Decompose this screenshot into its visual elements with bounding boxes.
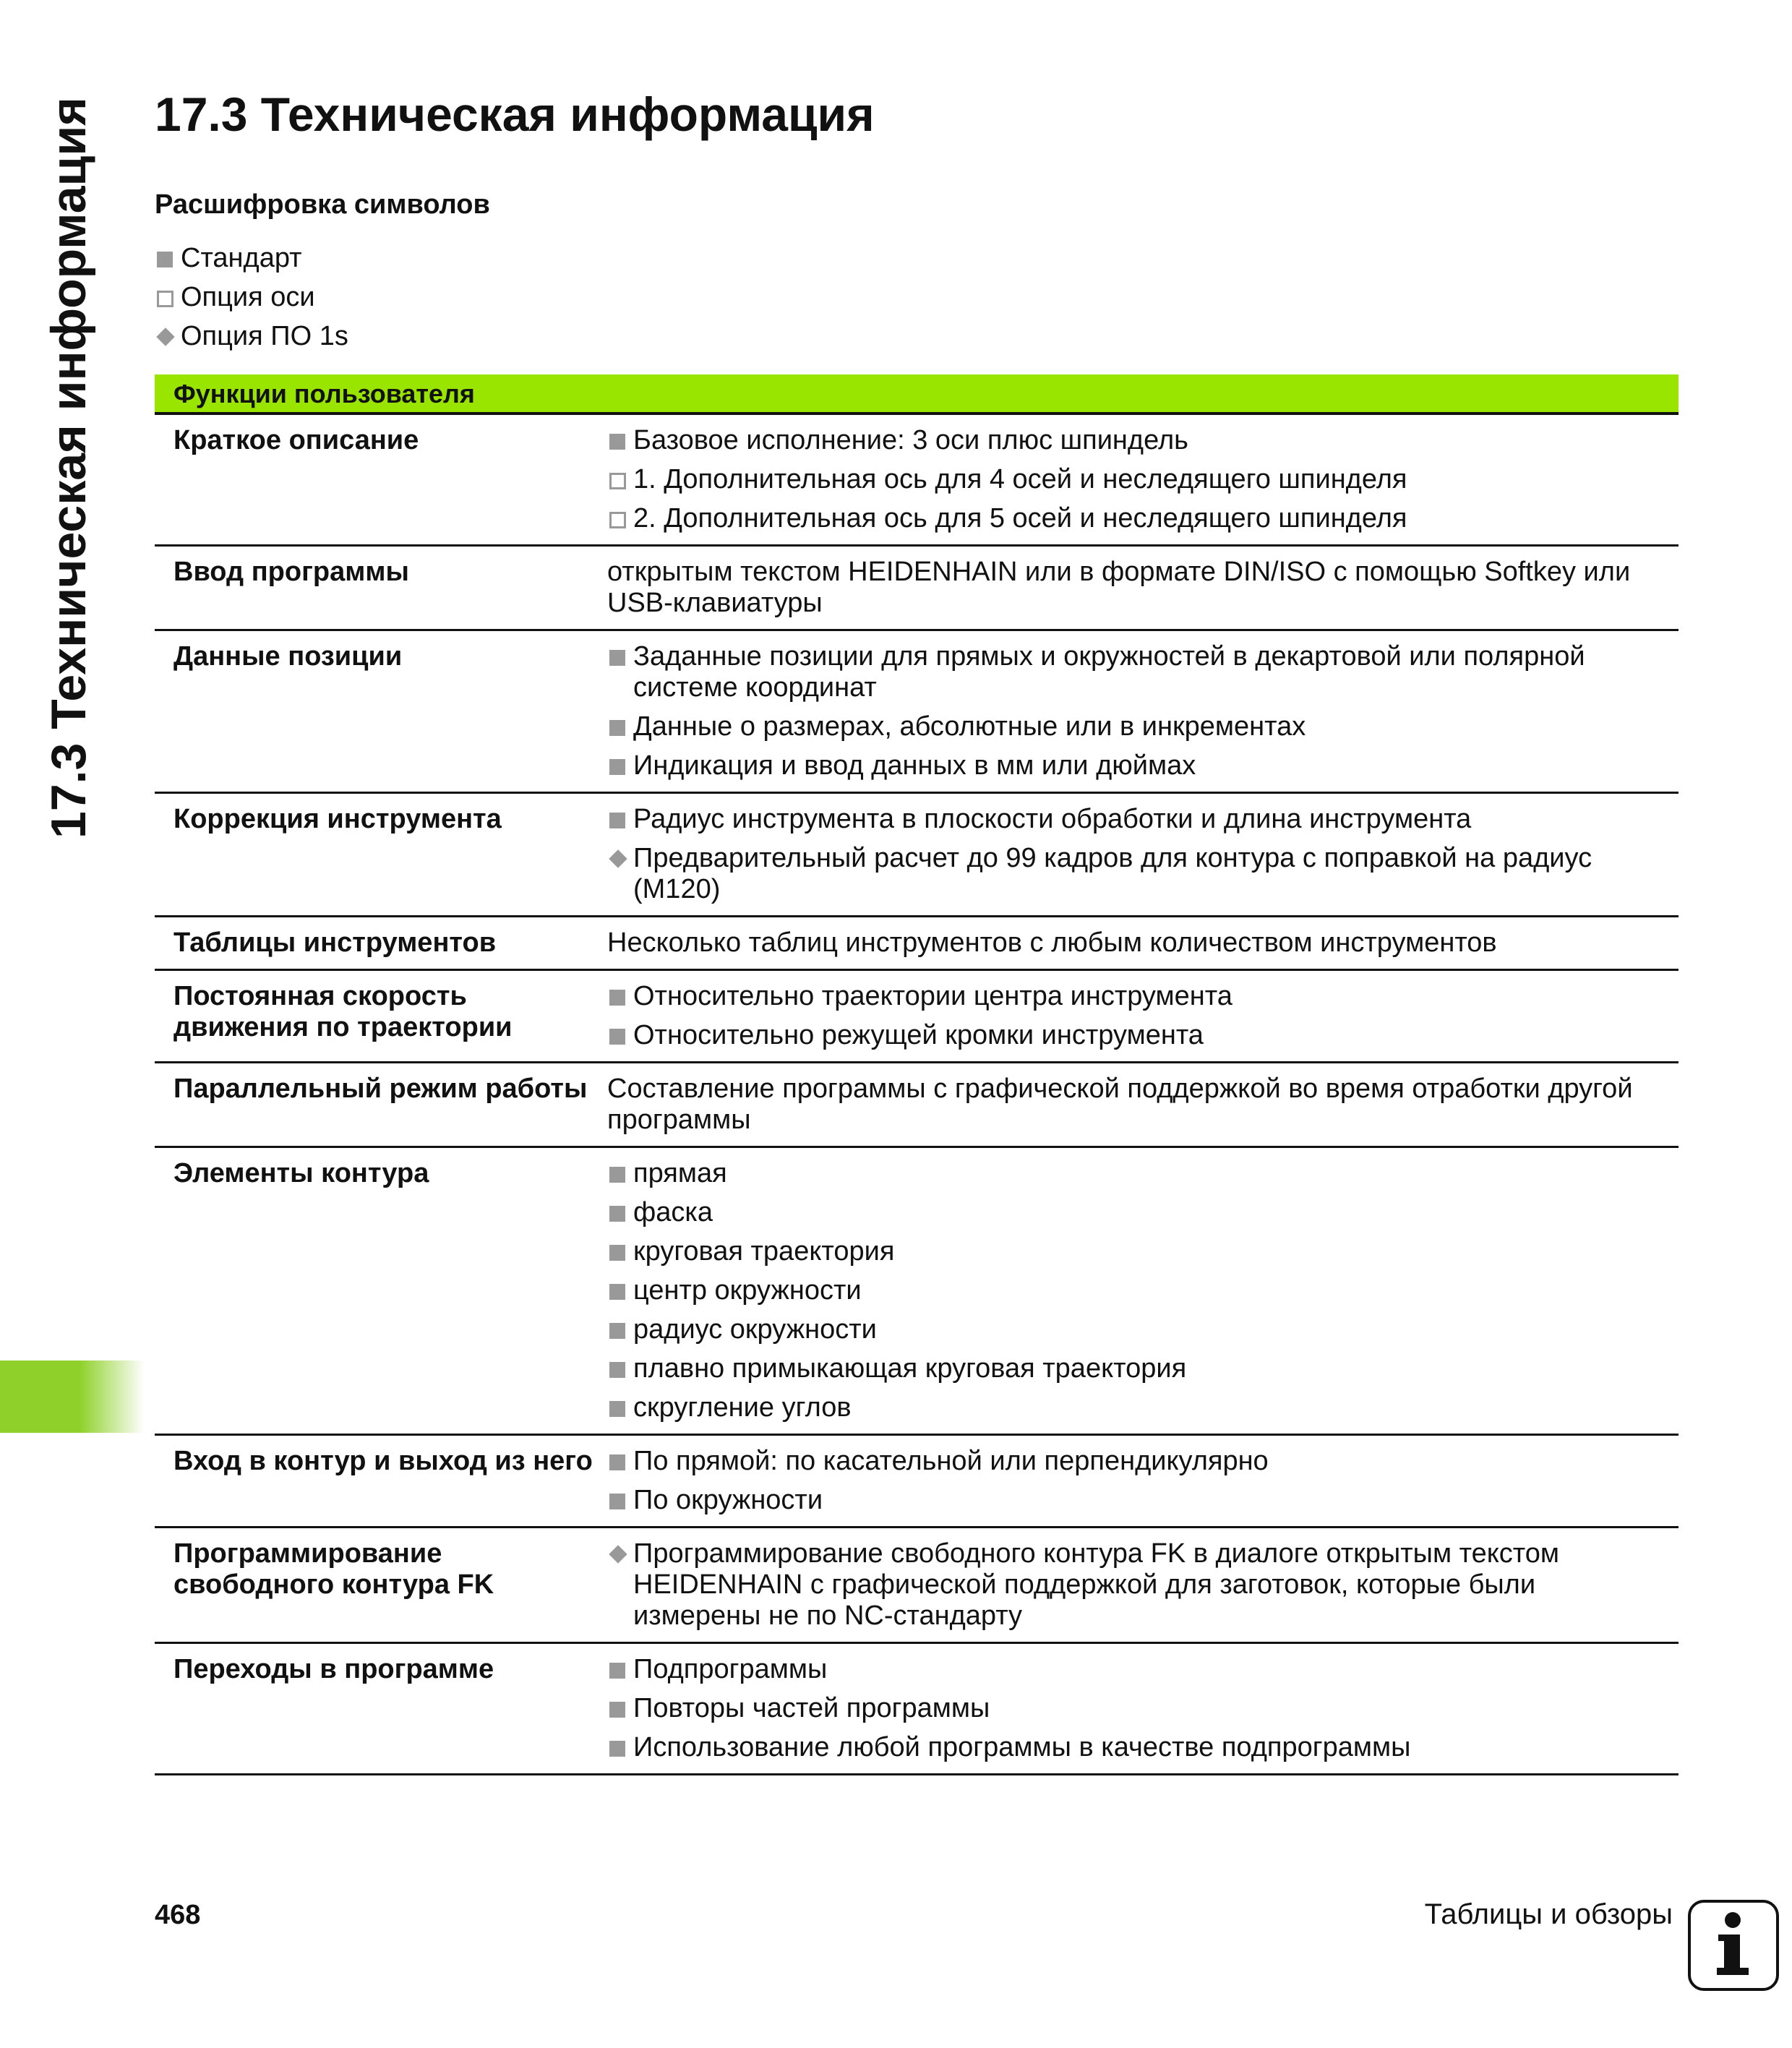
- row-label: Элементы контура: [173, 1158, 429, 1188]
- list-item: [607, 1654, 1664, 1685]
- diamond-icon: [607, 843, 633, 874]
- filled-square-icon: [607, 641, 633, 672]
- row-label: Параллельный режим работы: [173, 1074, 588, 1104]
- list-item: [607, 1732, 1664, 1763]
- info-icon: [1688, 1900, 1779, 1991]
- table-row: [155, 1063, 1679, 1148]
- list-item: [607, 804, 1664, 835]
- row-content: [607, 1446, 1679, 1516]
- table-body: [155, 415, 1679, 1775]
- row-content: [607, 641, 1679, 781]
- filled-square-icon: [607, 711, 633, 742]
- open-square-icon: [607, 464, 633, 495]
- legend-label: Опция оси: [181, 281, 315, 312]
- list-item: [607, 750, 1664, 781]
- filled-square-icon: [607, 425, 633, 456]
- row-content: [607, 1538, 1679, 1632]
- list-item: [607, 981, 1664, 1012]
- legend-label: Стандарт: [181, 242, 302, 273]
- list-item: [607, 1353, 1664, 1384]
- filled-square-icon: [155, 243, 181, 274]
- table-row: [155, 631, 1679, 794]
- list-item: [607, 425, 1664, 456]
- list-item: [607, 1446, 1664, 1477]
- item-text: Использование любой программы в качестве подпрограммы: [633, 1732, 1411, 1762]
- filled-square-icon: [607, 1732, 633, 1763]
- item-text: радиус окружности: [633, 1314, 877, 1345]
- list-item: [607, 711, 1664, 742]
- filled-square-icon: [607, 1236, 633, 1267]
- filled-square-icon: [607, 1158, 633, 1189]
- table-row: [155, 415, 1679, 547]
- diamond-icon: [607, 1538, 633, 1569]
- row-label: Переходы в программе: [173, 1654, 494, 1684]
- legend-item-standard: [155, 239, 348, 278]
- row-content: [607, 1654, 1679, 1763]
- list-item: [607, 1197, 1664, 1228]
- open-square-icon: [607, 503, 633, 534]
- user-functions-table: [155, 374, 1679, 1775]
- row-text: Несколько таблиц инструментов с любым количеством инструментов: [607, 927, 1497, 958]
- row-text: Составление программы с графической поддержкой во время отработки другой программы: [607, 1074, 1633, 1135]
- list-item: [607, 1538, 1664, 1632]
- item-text: По окружности: [633, 1485, 823, 1515]
- list-item: [607, 1158, 1664, 1189]
- filled-square-icon: [607, 1020, 633, 1051]
- filled-square-icon: [607, 1275, 633, 1306]
- legend-title: Расшифровка символов: [155, 189, 490, 220]
- item-text: Данные о размерах, абсолютные или в инкрементах: [633, 711, 1306, 742]
- page-title: 17.3 Техническая информация: [155, 87, 875, 141]
- table-row: [155, 1436, 1679, 1528]
- row-label: Таблицы инструментов: [173, 927, 497, 958]
- item-text: плавно примыкающая круговая траектория: [633, 1353, 1187, 1384]
- table-row: [155, 794, 1679, 917]
- row-content: [607, 804, 1679, 905]
- item-text: круговая траектория: [633, 1236, 895, 1267]
- table-row: [155, 1644, 1679, 1775]
- item-text: Заданные позиции для прямых и окружностей в декартовой или полярной системе координат: [633, 641, 1585, 703]
- list-item: [607, 641, 1664, 703]
- list-item: [607, 843, 1664, 905]
- item-text: прямая: [633, 1158, 727, 1188]
- row-content: [607, 927, 1679, 959]
- list-item: [607, 1020, 1664, 1051]
- item-text: Повторы частей программы: [633, 1693, 990, 1723]
- filled-square-icon: [607, 981, 633, 1012]
- item-text: По прямой: по касательной или перпендикулярно: [633, 1446, 1269, 1476]
- row-label: Данные позиции: [173, 641, 403, 672]
- page-number: 468: [155, 1900, 201, 1930]
- filled-square-icon: [607, 1353, 633, 1384]
- item-text: Относительно режущей кромки инструмента: [633, 1020, 1204, 1050]
- item-text: центр окружности: [633, 1275, 862, 1306]
- legend-item-software-option: [155, 317, 348, 356]
- list-item: [607, 1693, 1664, 1724]
- table-header: Функции пользователя: [155, 374, 1679, 415]
- item-text: Базовое исполнение: 3 оси плюс шпиндель: [633, 425, 1188, 455]
- legend-label: Опция ПО 1s: [181, 320, 348, 351]
- row-label: Коррекция инструмента: [173, 804, 502, 834]
- item-text: Программирование свободного контура FK в диалоге открытым текстом HEIDENHAIN с графической поддержкой для заготовок, которые были измерены не по NC-стандарту: [633, 1538, 1560, 1631]
- row-content: [607, 557, 1679, 619]
- chapter-tab-marker: [0, 1361, 145, 1433]
- table-row: [155, 917, 1679, 971]
- row-content: [607, 1158, 1679, 1423]
- item-text: 1. Дополнительная ось для 4 осей и неследящего шпинделя: [633, 464, 1407, 494]
- item-text: фаска: [633, 1197, 713, 1227]
- list-item: [607, 464, 1664, 495]
- table-row: [155, 547, 1679, 631]
- filled-square-icon: [607, 1197, 633, 1228]
- side-chapter-title: 17.3 Техническая информация: [41, 97, 96, 839]
- list-item: [607, 1485, 1664, 1516]
- table-row: [155, 971, 1679, 1063]
- row-label: Постоянная скорость движения по траектории: [173, 981, 513, 1042]
- list-item: [607, 1392, 1664, 1423]
- item-text: Подпрограммы: [633, 1654, 828, 1684]
- filled-square-icon: [607, 1314, 633, 1345]
- row-content: [607, 425, 1679, 534]
- table-row: [155, 1148, 1679, 1436]
- item-text: скругление углов: [633, 1392, 852, 1423]
- row-label: Программирование свободного контура FK: [173, 1538, 494, 1600]
- table-row: [155, 1528, 1679, 1644]
- open-square-icon: [155, 282, 181, 313]
- filled-square-icon: [607, 1446, 633, 1477]
- filled-square-icon: [607, 804, 633, 835]
- symbol-legend: [155, 239, 348, 356]
- list-item: [607, 1236, 1664, 1267]
- list-item: [607, 1275, 1664, 1306]
- list-item: [607, 1314, 1664, 1345]
- filled-square-icon: [607, 1693, 633, 1724]
- item-text: Индикация и ввод данных в мм или дюймах: [633, 750, 1196, 781]
- filled-square-icon: [607, 1485, 633, 1516]
- footer-chapter-title: Таблицы и обзоры: [1424, 1898, 1673, 1930]
- row-text: открытым текстом HEIDENHAIN или в формате DIN/ISO с помощью Softkey или USB-клавиатуры: [607, 557, 1631, 618]
- row-content: [607, 981, 1679, 1051]
- row-content: [607, 1074, 1679, 1136]
- item-text: Предварительный расчет до 99 кадров для контура с поправкой на радиус (M120): [633, 843, 1592, 904]
- row-label: Краткое описание: [173, 425, 419, 455]
- filled-square-icon: [607, 1392, 633, 1423]
- legend-item-axis-option: [155, 278, 348, 317]
- row-label: Вход в контур и выход из него: [173, 1446, 593, 1476]
- item-text: 2. Дополнительная ось для 5 осей и неследящего шпинделя: [633, 503, 1407, 534]
- item-text: Радиус инструмента в плоскости обработки и длина инструмента: [633, 804, 1472, 834]
- filled-square-icon: [607, 750, 633, 781]
- filled-square-icon: [607, 1654, 633, 1685]
- item-text: Относительно траектории центра инструмента: [633, 981, 1232, 1011]
- list-item: [607, 503, 1664, 534]
- row-label: Ввод программы: [173, 557, 409, 587]
- diamond-icon: [155, 321, 181, 352]
